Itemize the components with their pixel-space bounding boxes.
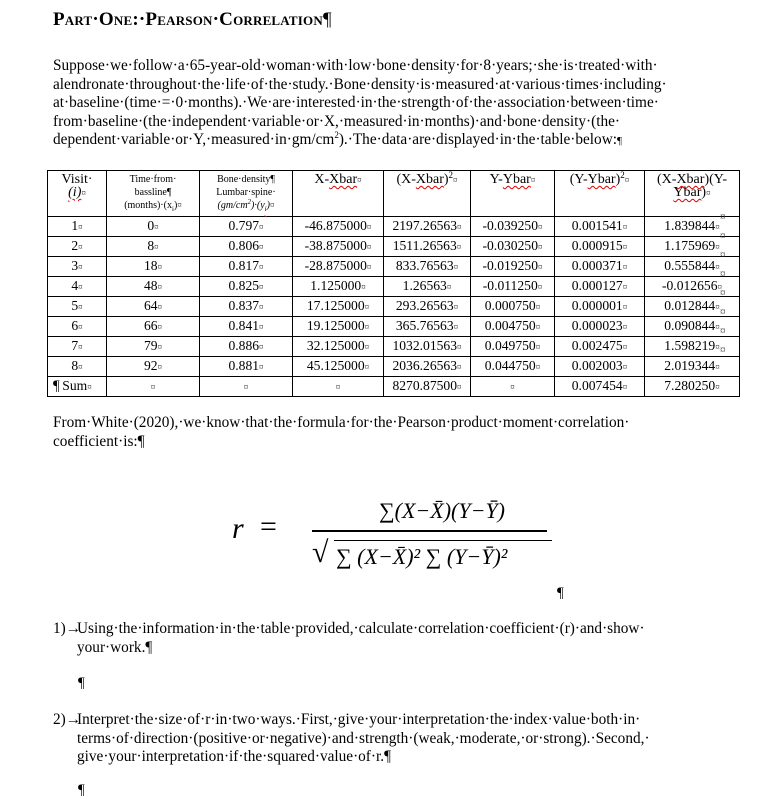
- header-product: (X-Xbar)(Y- Ybar)¤: [645, 171, 740, 217]
- table-row: 3¤ 18¤ 0.817¤ -28.875000¤ 833.76563¤ -0.019250¤ 0.000371¤ 0.555844¤: [48, 257, 740, 277]
- text-line: From·White·(2020),·we·know·that·the·formula·for·the·Pearson·product·moment·correlation·: [53, 414, 630, 431]
- intro-line: at·baseline·(time·=·0·months).·We·are·interested·in·the·strength·of·the·association·between·time·: [53, 94, 659, 112]
- row-end-marks: ¤ ¤ ¤ ¤ ¤ ¤ ¤ ¤: [720, 211, 726, 356]
- header-bone-density: Bone·density¶ Lumbar·spine· $(gm/cm^2)\cdot(y_i)¤$: [200, 171, 293, 217]
- paragraph-mark: ¶: [53, 378, 60, 394]
- table-row: 5¤ 64¤ 0.837¤ 17.125000¤ 293.26563¤ 0.000750¤ 0.000001¤ 0.012844¤: [48, 297, 740, 317]
- paragraph-mark: ¶: [557, 585, 564, 601]
- radical-bar: [334, 540, 552, 542]
- data-table: [47, 170, 740, 397]
- table-sum-row: Sum¤ ¤ ¤ ¤ 8270.87500¤ ¤ 0.007454¤ 7.280250¤: [48, 377, 740, 397]
- header-y-dev: Y-Ybar¤: [471, 171, 555, 217]
- intro-line: alendronate·throughout·the·life·of·the·study.·Bone·density·is·measured·at·various·times·including·: [53, 75, 667, 93]
- paragraph-mark: ¶: [617, 135, 622, 148]
- table-row: 6¤ 66¤ 0.841¤ 19.125000¤ 365.76563¤ 0.004750¤ 0.000023¤ 0.090844¤: [48, 317, 740, 337]
- header-time: Time·from· bassline¶ $(months)\cdot(x_i)¤$: [107, 171, 200, 217]
- formula-numerator: ∑(X−X̄)(Y−Ȳ): [378, 498, 506, 523]
- table-row: 1¤ 0¤ 0.797¤ -46.875000¤ 2197.26563¤ -0.039250¤ 0.001541¤ 1.839844¤: [48, 217, 740, 237]
- table-header-row: [48, 171, 740, 217]
- paragraph-mark: ¶: [322, 9, 332, 30]
- formula-equals: =: [260, 510, 277, 543]
- question-1: 1)→Using·the·information·in·the·table·provided,·calculate·correlation·coefficient·(r)·and·show· your·work.¶: [53, 620, 645, 656]
- intro-line: Suppose·we·follow·a·65-year-old·woman·with·low·bone·density·for·8·years;·she·is·treated·with·: [53, 57, 658, 74]
- table-row: 8¤ 92¤ 0.881¤ 45.125000¤ 2036.26563¤ 0.044750¤ 0.002003¤ 2.019344¤: [48, 357, 740, 377]
- intro-paragraph: [53, 57, 743, 151]
- question-number: 2)→: [53, 711, 82, 728]
- table-row: 2¤ 8¤ 0.806¤ -38.875000¤ 1511.26563¤ -0.030250¤ 0.000915¤ 1.175969¤: [48, 237, 740, 257]
- text-line: coefficient·is:¶: [53, 432, 145, 450]
- pearson-formula: r = ∑(X−X̄)(Y−Ȳ) √ ∑ (X−X̄)² ∑ (Y−Ȳ)²: [232, 494, 562, 584]
- paragraph-mark: ¶: [78, 782, 85, 798]
- question-number: 1)→: [53, 620, 82, 637]
- header-visit: Visit· (i)¤: [48, 171, 107, 217]
- header-x-dev: X-Xbar¤: [293, 171, 384, 217]
- heading-text: Part·One:·Pearson·Correlation: [53, 9, 323, 30]
- question-2: 2)→Interpret·the·size·of·r·in·two·ways.·First,·give·your·interpretation·the·index·value·both·in· terms·of·direction·(positive·or·negative)·and·strength·(weak,·moderate,·or·strong).·Second,· give·your·interpretation·if·the·squared·value·of·r.¶: [53, 711, 650, 766]
- formula-r: r: [232, 512, 244, 545]
- table-row: 7¤ 79¤ 0.886¤ 32.125000¤ 1032.01563¤ 0.049750¤ 0.002475¤ 1.598219¤: [48, 337, 740, 357]
- header-y-dev-sq: (Y-Ybar)$^2$¤: [555, 171, 645, 217]
- sqrt-icon: √: [312, 536, 329, 569]
- fraction-bar: [312, 530, 547, 532]
- table-row: 4¤ 48¤ 0.825¤ 1.125000¤ 1.26563¤ -0.011250¤ 0.000127¤ -0.012656¤: [48, 277, 740, 297]
- formula-intro-paragraph: [53, 414, 743, 451]
- paragraph-mark: ¶: [78, 675, 85, 691]
- intro-line: $dependent\cdot variable\cdot or\cdot Y,\cdot measured\cdot in\cdot gm/cm^2).\cdot The\cdot data\cdot are\cdot displayed\cdot in\cdot the\cdot table\cdot below:\P$: [53, 130, 622, 149]
- intro-line: from·baseline·(the·independent·variable·or·X,·measured·in·months)·and·bone·density·(the·: [53, 112, 621, 130]
- page-heading: [53, 9, 332, 31]
- header-x-dev-sq: (X-Xbar)$^2$¤: [384, 171, 471, 217]
